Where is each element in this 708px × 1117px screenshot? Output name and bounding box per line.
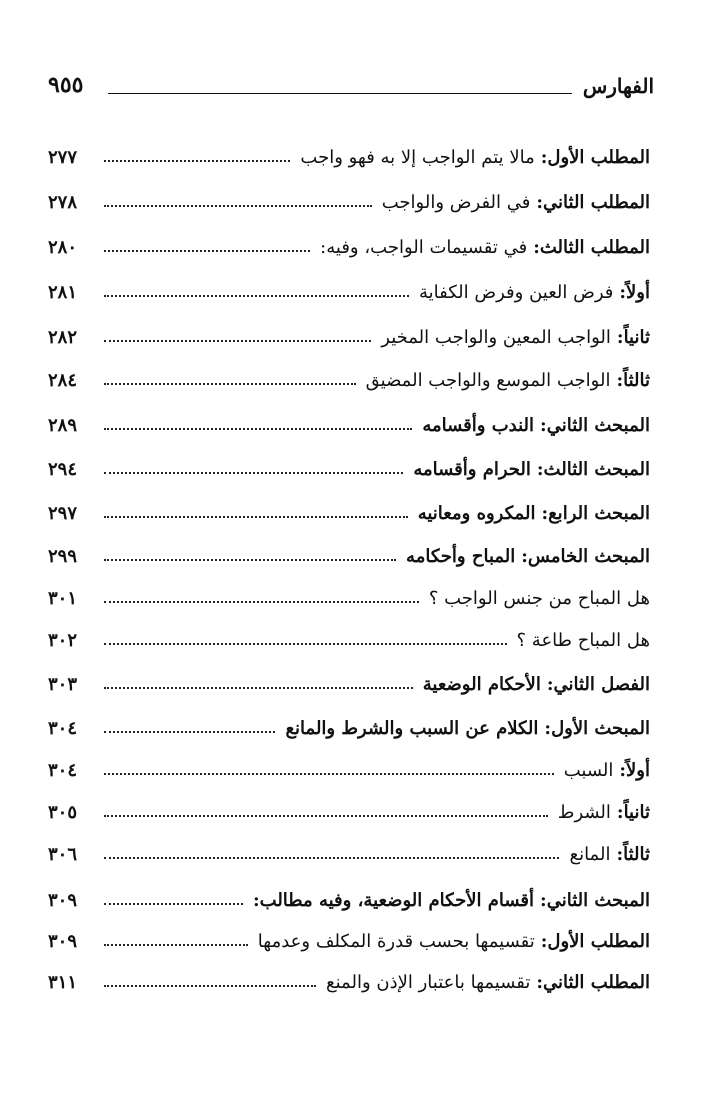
entry-title: فرض العين وفرض الكفاية	[418, 282, 614, 303]
toc-entry	[48, 540, 650, 574]
entry-title: الشرط	[557, 802, 611, 823]
toc-entry	[48, 884, 650, 918]
dot-leader	[104, 985, 316, 987]
dot-leader	[104, 472, 403, 474]
dot-leader	[104, 559, 396, 561]
entry-title: المباح وأحكامه	[406, 546, 516, 567]
toc-entry	[48, 276, 650, 310]
entry-title: الواجب الموسع والواجب المضيق	[365, 370, 611, 391]
entry-title: الأحكام الوضعية	[422, 674, 541, 695]
dot-leader	[104, 944, 248, 946]
entry-page-number: ٣٠١	[48, 588, 78, 609]
dot-leader	[104, 428, 412, 430]
entry-page-number: ٣١١	[48, 972, 78, 993]
entry-title: هل المباح من جنس الواجب ؟	[428, 588, 650, 609]
entry-page-number: ٣٠٤	[48, 718, 78, 739]
dot-leader	[104, 601, 419, 603]
entry-label: أولاً:	[619, 760, 650, 781]
dot-leader	[104, 295, 409, 297]
entry-label: المبحث الثاني:	[540, 415, 650, 436]
toc-entry	[48, 925, 650, 959]
entry-page-number: ٣٠٥	[48, 802, 78, 823]
dot-leader	[104, 516, 408, 518]
entry-label: المطلب الثاني:	[536, 972, 650, 993]
toc-entry	[48, 754, 650, 788]
toc-entry	[48, 838, 650, 872]
entry-page-number: ٢٨٤	[48, 370, 78, 391]
entry-label: ثانياً:	[616, 802, 650, 823]
entry-label: الفصل الثاني:	[546, 674, 650, 695]
entry-page-number: ٢٨٩	[48, 415, 78, 436]
toc-entry	[48, 712, 650, 746]
entry-label: ثالثاً:	[616, 844, 650, 865]
entry-page-number: ٣٠٢	[48, 630, 78, 651]
dot-leader	[104, 383, 356, 385]
entry-page-number: ٣٠٣	[48, 674, 78, 695]
entry-label: المبحث الخامس:	[521, 546, 650, 567]
entry-page-number: ٢٨١	[48, 282, 78, 303]
entry-page-number: ٣٠٦	[48, 844, 78, 865]
dot-leader	[104, 687, 413, 689]
toc-entry	[48, 624, 650, 658]
dot-leader	[104, 773, 554, 775]
entry-page-number: ٢٩٩	[48, 546, 78, 567]
entry-label: المبحث الرابع:	[541, 503, 650, 524]
toc-entry	[48, 321, 650, 355]
entry-label: المطلب الثاني:	[536, 192, 650, 213]
entry-title: الندب وأقسامه	[422, 415, 535, 436]
entry-title: تقسيمها بحسب قدرة المكلف وعدمها	[257, 931, 535, 952]
toc-entry	[48, 668, 650, 702]
dot-leader	[104, 903, 243, 905]
page-number: ٩٥٥	[48, 72, 84, 98]
entry-title: في تقسيمات الواجب، وفيه:	[320, 237, 528, 258]
entry-title: أقسام الأحكام الوضعية، وفيه مطالب:	[253, 890, 535, 911]
entry-label: ثالثاً:	[616, 370, 650, 391]
entry-title: هل المباح طاعة ؟	[516, 630, 650, 651]
entry-label: ثانياً:	[616, 327, 650, 348]
toc-entry	[48, 186, 650, 220]
entry-page-number: ٢٧٧	[48, 147, 78, 168]
toc-entry	[48, 364, 650, 398]
entry-title: في الفرض والواجب	[381, 192, 531, 213]
entry-label: المطلب الأول:	[540, 931, 650, 952]
entry-page-number: ٢٨٠	[48, 237, 78, 258]
entry-label: المبحث الثاني:	[540, 890, 650, 911]
toc-entry	[48, 141, 650, 175]
dot-leader	[104, 643, 507, 645]
entry-page-number: ٣٠٩	[48, 890, 78, 911]
entry-title: المكروه ومعانيه	[417, 503, 536, 524]
toc-entry	[48, 796, 650, 830]
toc-entry	[48, 582, 650, 616]
entry-label: المطلب الأول:	[540, 147, 650, 168]
toc-entry	[48, 409, 650, 443]
header-rule	[108, 93, 572, 94]
entry-label: أولاً:	[619, 282, 650, 303]
toc-entry	[48, 497, 650, 531]
entry-title: الواجب المعين والواجب المخير	[381, 327, 611, 348]
entry-label: المبحث الأول:	[544, 718, 650, 739]
entry-title: الكلام عن السبب والشرط والمانع	[285, 718, 539, 739]
entry-page-number: ٣٠٩	[48, 931, 78, 952]
dot-leader	[104, 250, 310, 252]
entry-label: المطلب الثالث:	[533, 237, 650, 258]
running-title: الفهارس	[582, 74, 654, 98]
entry-title: مالا يتم الواجب إلا به فهو واجب	[300, 147, 535, 168]
entry-page-number: ٢٧٨	[48, 192, 78, 213]
dot-leader	[104, 857, 559, 859]
entry-title: السبب	[563, 760, 614, 781]
entry-label: المبحث الثالث:	[536, 459, 650, 480]
entry-title: الحرام وأقسامه	[413, 459, 531, 480]
entry-title: المانع	[569, 844, 611, 865]
entry-page-number: ٣٠٤	[48, 760, 78, 781]
entry-page-number: ٢٩٤	[48, 459, 78, 480]
entry-page-number: ٢٩٧	[48, 503, 78, 524]
toc-entry	[48, 966, 650, 1000]
dot-leader	[104, 731, 275, 733]
toc-entry	[48, 453, 650, 487]
page-header	[48, 72, 654, 102]
dot-leader	[104, 815, 548, 817]
entry-page-number: ٢٨٢	[48, 327, 78, 348]
dot-leader	[104, 205, 372, 207]
toc-entry	[48, 231, 650, 265]
entry-title: تقسيمها باعتبار الإذن والمنع	[326, 972, 531, 993]
dot-leader	[104, 340, 371, 342]
dot-leader	[104, 160, 290, 162]
